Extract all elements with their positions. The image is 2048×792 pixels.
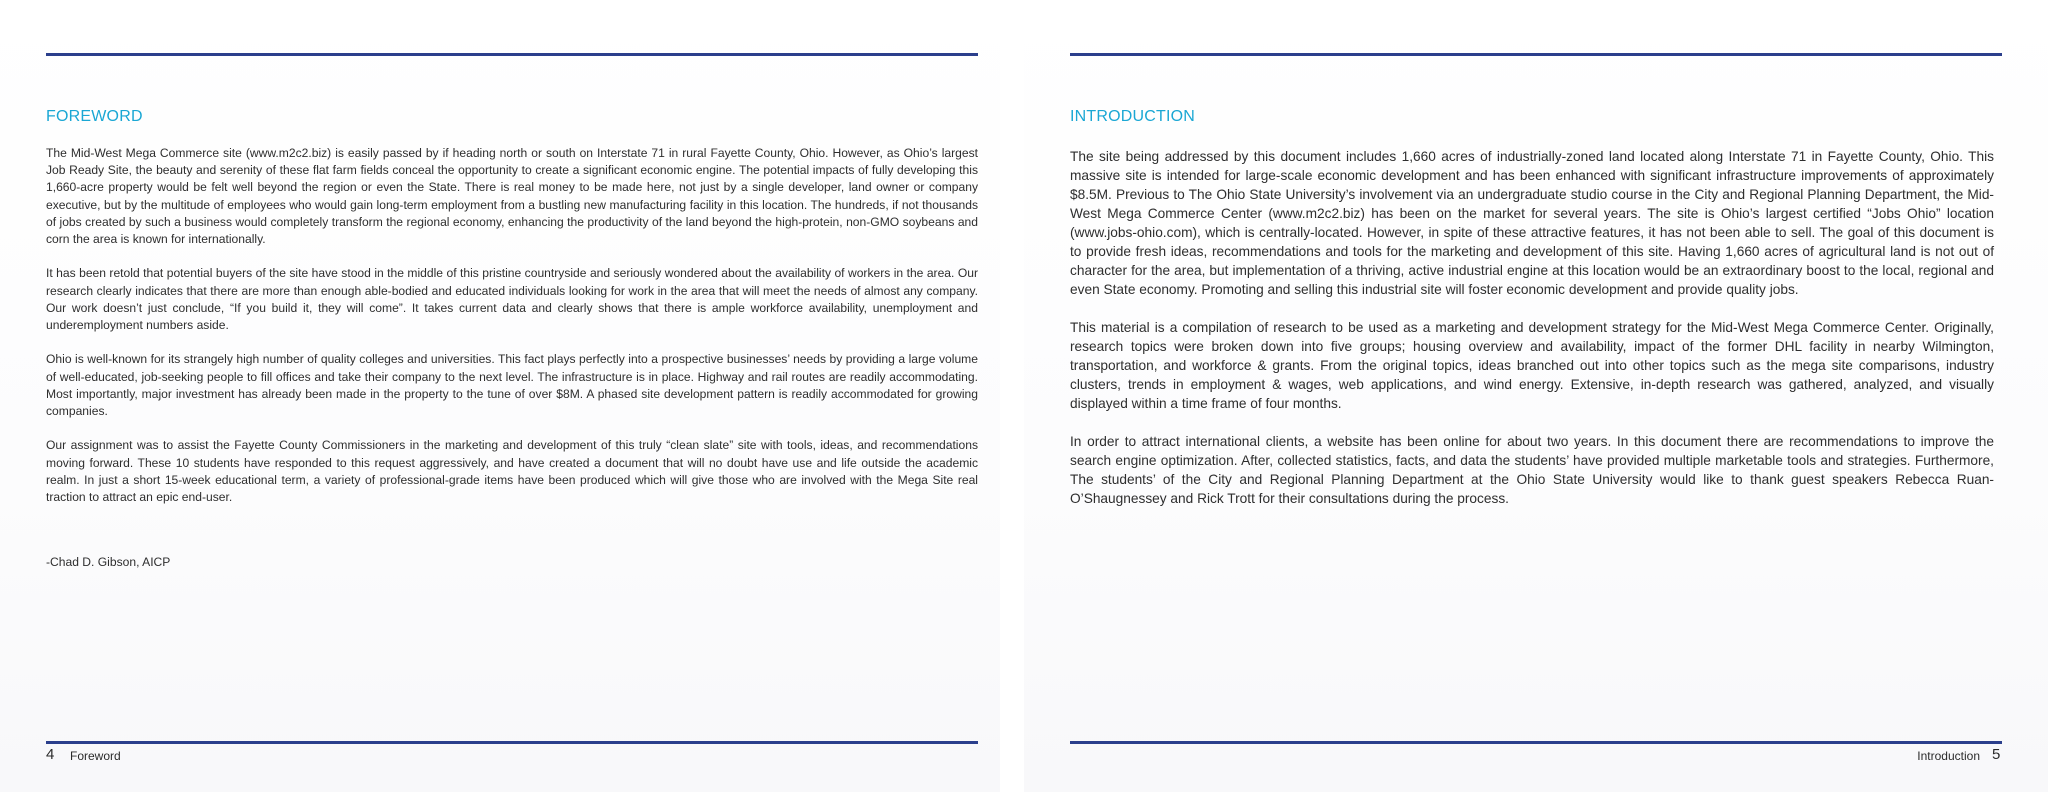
introduction-paragraph: In order to attract international clients, a website has been online for about two years. In this document there are recommendations to improve the search engine optimization. After, collected statistics, facts, and data the students’ have provided multiple marketable tools and strategies. Furthermore, The students’ of the City and Regional Planning Department at the Ohio State University would like to thank guest speakers Rebecca Ruan-O’Shaugnessey and Rick Trott for their consultations during the process.	[1070, 434, 1994, 506]
right-page	[1024, 0, 2048, 792]
bottom-rule	[1070, 741, 2002, 744]
introduction-paragraph: This material is a compilation of research to be used as a marketing and development strategy for the Mid-West Mega Commerce Center. Originally, research topics were broken down into five groups; housing overview and availability, impact of the former DHL facility in nearby Wilmington, transportation, and workforce & grants. From the original topics, ideas branched out into other topics such as the mega site comparisons, industry clusters, trends in employment & wages, web applications, and wind energy. Extensive, in-depth research was gathered, analyzed, and visually displayed within a time frame of four months.	[1070, 320, 1994, 411]
signature: -Chad D. Gibson, AICP	[46, 555, 171, 569]
foreword-heading: FOREWORD	[46, 108, 143, 125]
page-number: 5	[1992, 746, 2001, 763]
top-rule	[46, 53, 978, 56]
page-number: 4	[46, 746, 55, 763]
footer-section-label: Introduction	[1917, 749, 1980, 763]
introduction-heading: INTRODUCTION	[1070, 108, 1196, 125]
left-page	[0, 0, 1000, 792]
top-rule	[1070, 53, 2002, 56]
foreword-paragraph: Our assignment was to assist the Fayette County Commissioners in the marketing and development of this truly “clean slate” site with tools, ideas, and recommendations moving forward. These 10 students have responded to this request aggressively, and have created a document that will no doubt have use and life outside the academic realm. In just a short 15-week educational term, a variety of professional-grade items have been produced which will give those who are involved with the Mega Site real traction to attract an epic end-user.	[46, 438, 978, 505]
introduction-paragraph: The site being addressed by this document includes 1,660 acres of industrially-zoned land located along Interstate 71 in Fayette County, Ohio. This massive site is intended for large-scale economic development and has been enhanced with significant infrastructure improvements of approximately $8.5M. Previous to The Ohio State University’s involvement via an undergraduate studio course in the City and Regional Planning Department, the Mid-West Mega Commerce Center (www.m2c2.biz) has been on the market for several years. The site is Ohio’s largest certified “Jobs Ohio” location (www.jobs-ohio.com), which is centrally-located. However, in spite of these attractive features, it has not been able to sell. The goal of this document is to provide fresh ideas, recommendations and tools for the marketing and development of this site. Having 1,660 acres of agricultural land is not out of character for the area, but implementation of a thriving, active industrial engine at this location would be an extraordinary boost to the local, regional and even State economy. Promoting and selling this industrial site will foster economic development and provide quality jobs.	[1070, 149, 1994, 297]
bottom-rule	[46, 741, 978, 744]
foreword-paragraph: It has been retold that potential buyers of the site have stood in the middle of this pristine countryside and seriously wondered about the availability of workers in the area. Our research clearly indicates that there are more than enough able-bodied and educated individuals looking for work in the area that will meet the needs of almost any company. Our work doesn’t just conclude, “If you build it, they will come”. It takes current data and clearly shows that there is ample workforce availability, unemployment and underemployment numbers aside.	[46, 266, 978, 333]
foreword-body	[46, 145, 978, 523]
foreword-paragraph: Ohio is well-known for its strangely high number of quality colleges and universities. This fact plays perfectly into a prospective businesses’ needs by providing a large volume of well-educated, job-seeking people to fill offices and take their company to the next level. The infrastructure is in place. Highway and rail routes are readily accommodating. Most importantly, major investment has already been made in the property to the tune of over $8M. A phased site development pattern is readily accommodated for growing companies.	[46, 352, 978, 419]
foreword-paragraph: The Mid-West Mega Commerce site (www.m2c2.biz) is easily passed by if heading north or south on Interstate 71 in rural Fayette County, Ohio. However, as Ohio’s largest Job Ready Site, the beauty and serenity of these flat farm fields conceal the opportunity to create a significant economic engine. The potential impacts of fully developing this 1,660-acre property would be felt well beyond the region or even the State. There is real money to be made here, not just by a single developer, land owner or company executive, but by the multitude of employees who would gain long-term employment from a bustling new manufacturing facility in this location. The hundreds, if not thousands of jobs created by such a business would completely transform the regional economy, enhancing the productivity of the land beyond the high-protein, non-GMO soybeans and corn the area is known for internationally.	[46, 146, 978, 247]
introduction-body	[1070, 147, 1994, 527]
footer-section-label: Foreword	[70, 749, 121, 763]
